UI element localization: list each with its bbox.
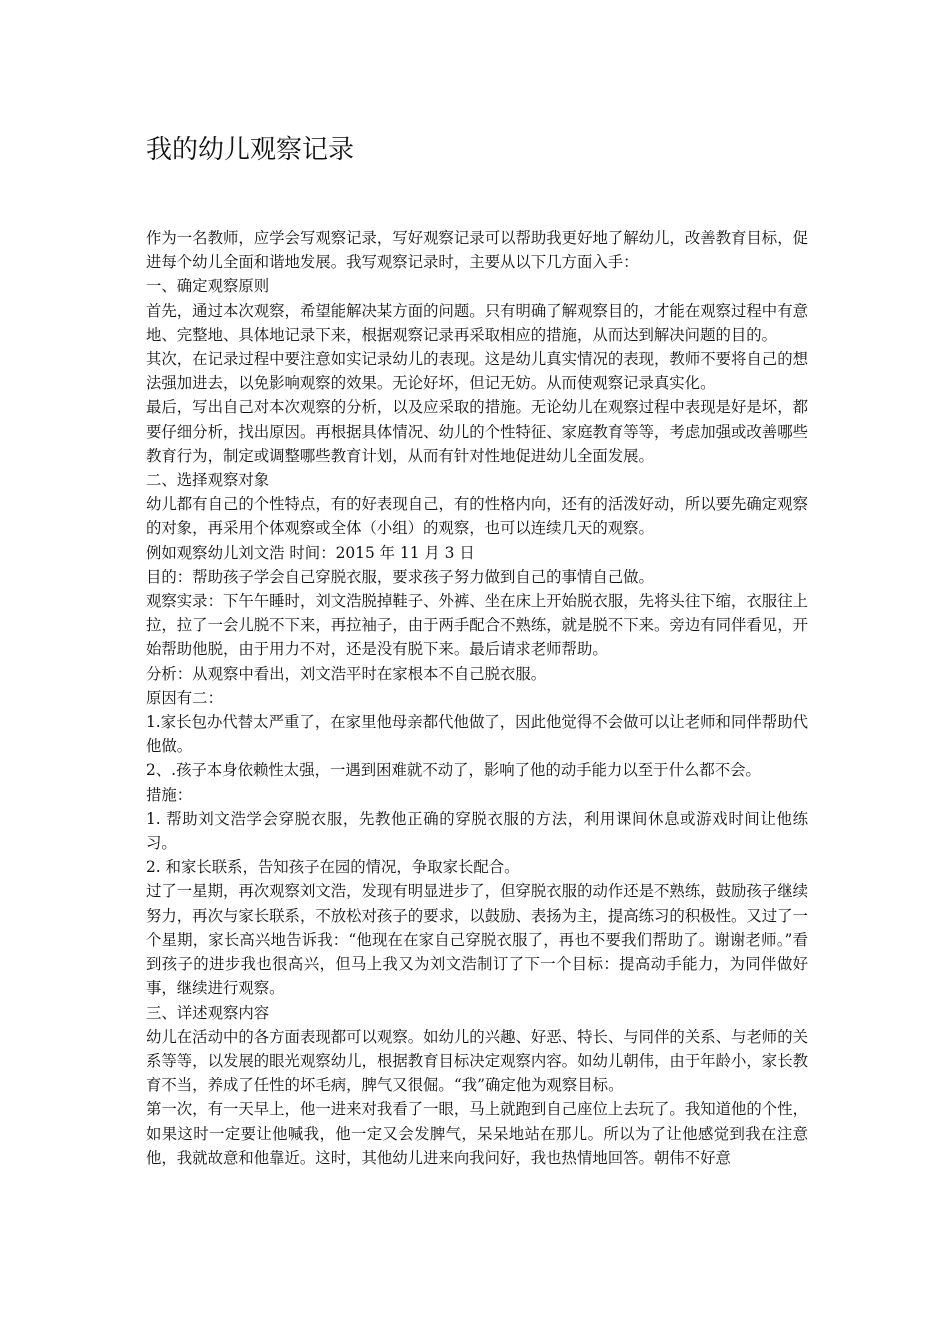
paragraph-last: 最后，写出自己对本次观察的分析，以及应采取的措施。无论幼儿在观察过程中表现是好是坏，都要仔细分析，找出原因。再根据具体情况、幼儿的个性特征、家庭教育等等，考虑加强或改善哪些教育行为，制定或调整哪些教育计划，从而有针对性地促进幼儿全面发展。 — [146, 398, 808, 465]
section-heading-1: 一、确定观察原则 — [146, 277, 270, 296]
reason-1: 1.家长包办代替太严重了，在家里他母亲都代他做了，因此他觉得不会做可以让老师和同伴帮助代他做。 — [146, 713, 808, 756]
measure-1: 1. 帮助刘文浩学会穿脱衣服，先教他正确的穿脱衣服的方法，利用课间休息或游戏时间让他练习。 — [146, 809, 808, 853]
intro-paragraph: 作为一名教师，应学会写观察记录，写好观察记录可以帮助我更好地了解幼儿，改善教育目标，促进每个幼儿全面和谐地发展。我写观察记录时，主要从以下几方面入手： — [146, 229, 808, 272]
reason-2: 2、.孩子本身依赖性太强，一遇到困难就不动了，影响了他的动手能力以至于什么都不会。 — [146, 761, 761, 780]
reasons-heading: 原因有二： — [146, 688, 223, 707]
paragraph-observation-target: 幼儿都有自己的个性特点，有的好表现自己，有的性格内向，还有的活泼好动，所以要先确定观察的对象，再采用个体观察或全体（小组）的观察，也可以连续几天的观察。 — [146, 495, 808, 538]
example-line: 例如观察幼儿刘文浩 时间：2015 年 11 月 3 日 — [146, 543, 475, 562]
purpose-line: 目的：帮助孩子学会自己穿脱衣服，要求孩子努力做到自己的事情自己做。 — [146, 567, 654, 586]
paragraph-first: 首先，通过本次观察，希望能解决某方面的问题。只有明确了解观察目的，才能在观察过程中有意地、完整地、具体地记录下来，根据观察记录再采取相应的措施，从而达到解决问题的目的。 — [146, 301, 808, 344]
paragraph-second: 其次，在记录过程中要注意如实记录幼儿的表现。这是幼儿真实情况的表现，教师不要将自己的想法强加进去，以免影响观察的效果。无论好坏，但记无妨。从而使观察记录真实化。 — [146, 350, 808, 393]
followup-paragraph: 过了一星期，再次观察刘文浩，发现有明显进步了，但穿脱衣服的动作还是不熟练，鼓励孩子继续努力，再次与家长联系，不放松对孩子的要求，以鼓励、表扬为主，提高练习的积极性。又过了一个星期，家长高兴地告诉我：“他现在在家自己穿脱衣服了，再也不要我们帮助了。谢谢老师。”看到孩子的进步我也很高兴，但马上我又为刘文浩制订了下一个目标：提高动手能力，为同伴做好事，继续进行观察。 — [146, 882, 808, 998]
paragraph-first-time: 第一次，有一天早上，他一进来对我看了一眼，马上就跑到自己座位上去玩了。我知道他的个性，如果这时一定要让他喊我，他一定又会发脾气，呆呆地站在那儿。所以为了让他感觉到我在注意他，我就故意和他靠近。这时，其他幼儿进来向我问好，我也热情地回答。朝伟不好意 — [146, 1100, 808, 1167]
document-body — [146, 226, 808, 1170]
measures-heading: 措施： — [146, 785, 193, 804]
measure-2: 2. 和家长联系，告知孩子在园的情况，争取家长配合。 — [146, 858, 520, 877]
paragraph-content: 幼儿在活动中的各方面表现都可以观察。如幼儿的兴趣、好恶、特长、与同伴的关系、与老师的关系等等，以发展的眼光观察幼儿，根据教育目标决定观察内容。如幼儿朝伟，由于年龄小，家长教育不当，养成了任性的坏毛病，脾气又很倔。“我”确定他为观察目标。 — [146, 1027, 808, 1095]
observation-record: 观察实录：下午午睡时，刘文浩脱掉鞋子、外裤、坐在床上开始脱衣服，先将头往下缩，衣服往上拉，拉了一会儿脱不下来，再拉袖子，由于两手配合不熟练，就是脱不下来。旁边有同伴看见，开始帮助他脱，由于用力不对，还是没有脱下来。最后请求老师帮助。 — [146, 592, 808, 659]
section-heading-3: 三、详述观察内容 — [146, 1003, 270, 1022]
document-title: 我的幼儿观察记录 — [146, 135, 355, 165]
section-heading-2: 二、选择观察对象 — [146, 471, 270, 490]
analysis-line: 分析：从观察中看出，刘文浩平时在家根本不自己脱衣服。 — [146, 664, 547, 683]
